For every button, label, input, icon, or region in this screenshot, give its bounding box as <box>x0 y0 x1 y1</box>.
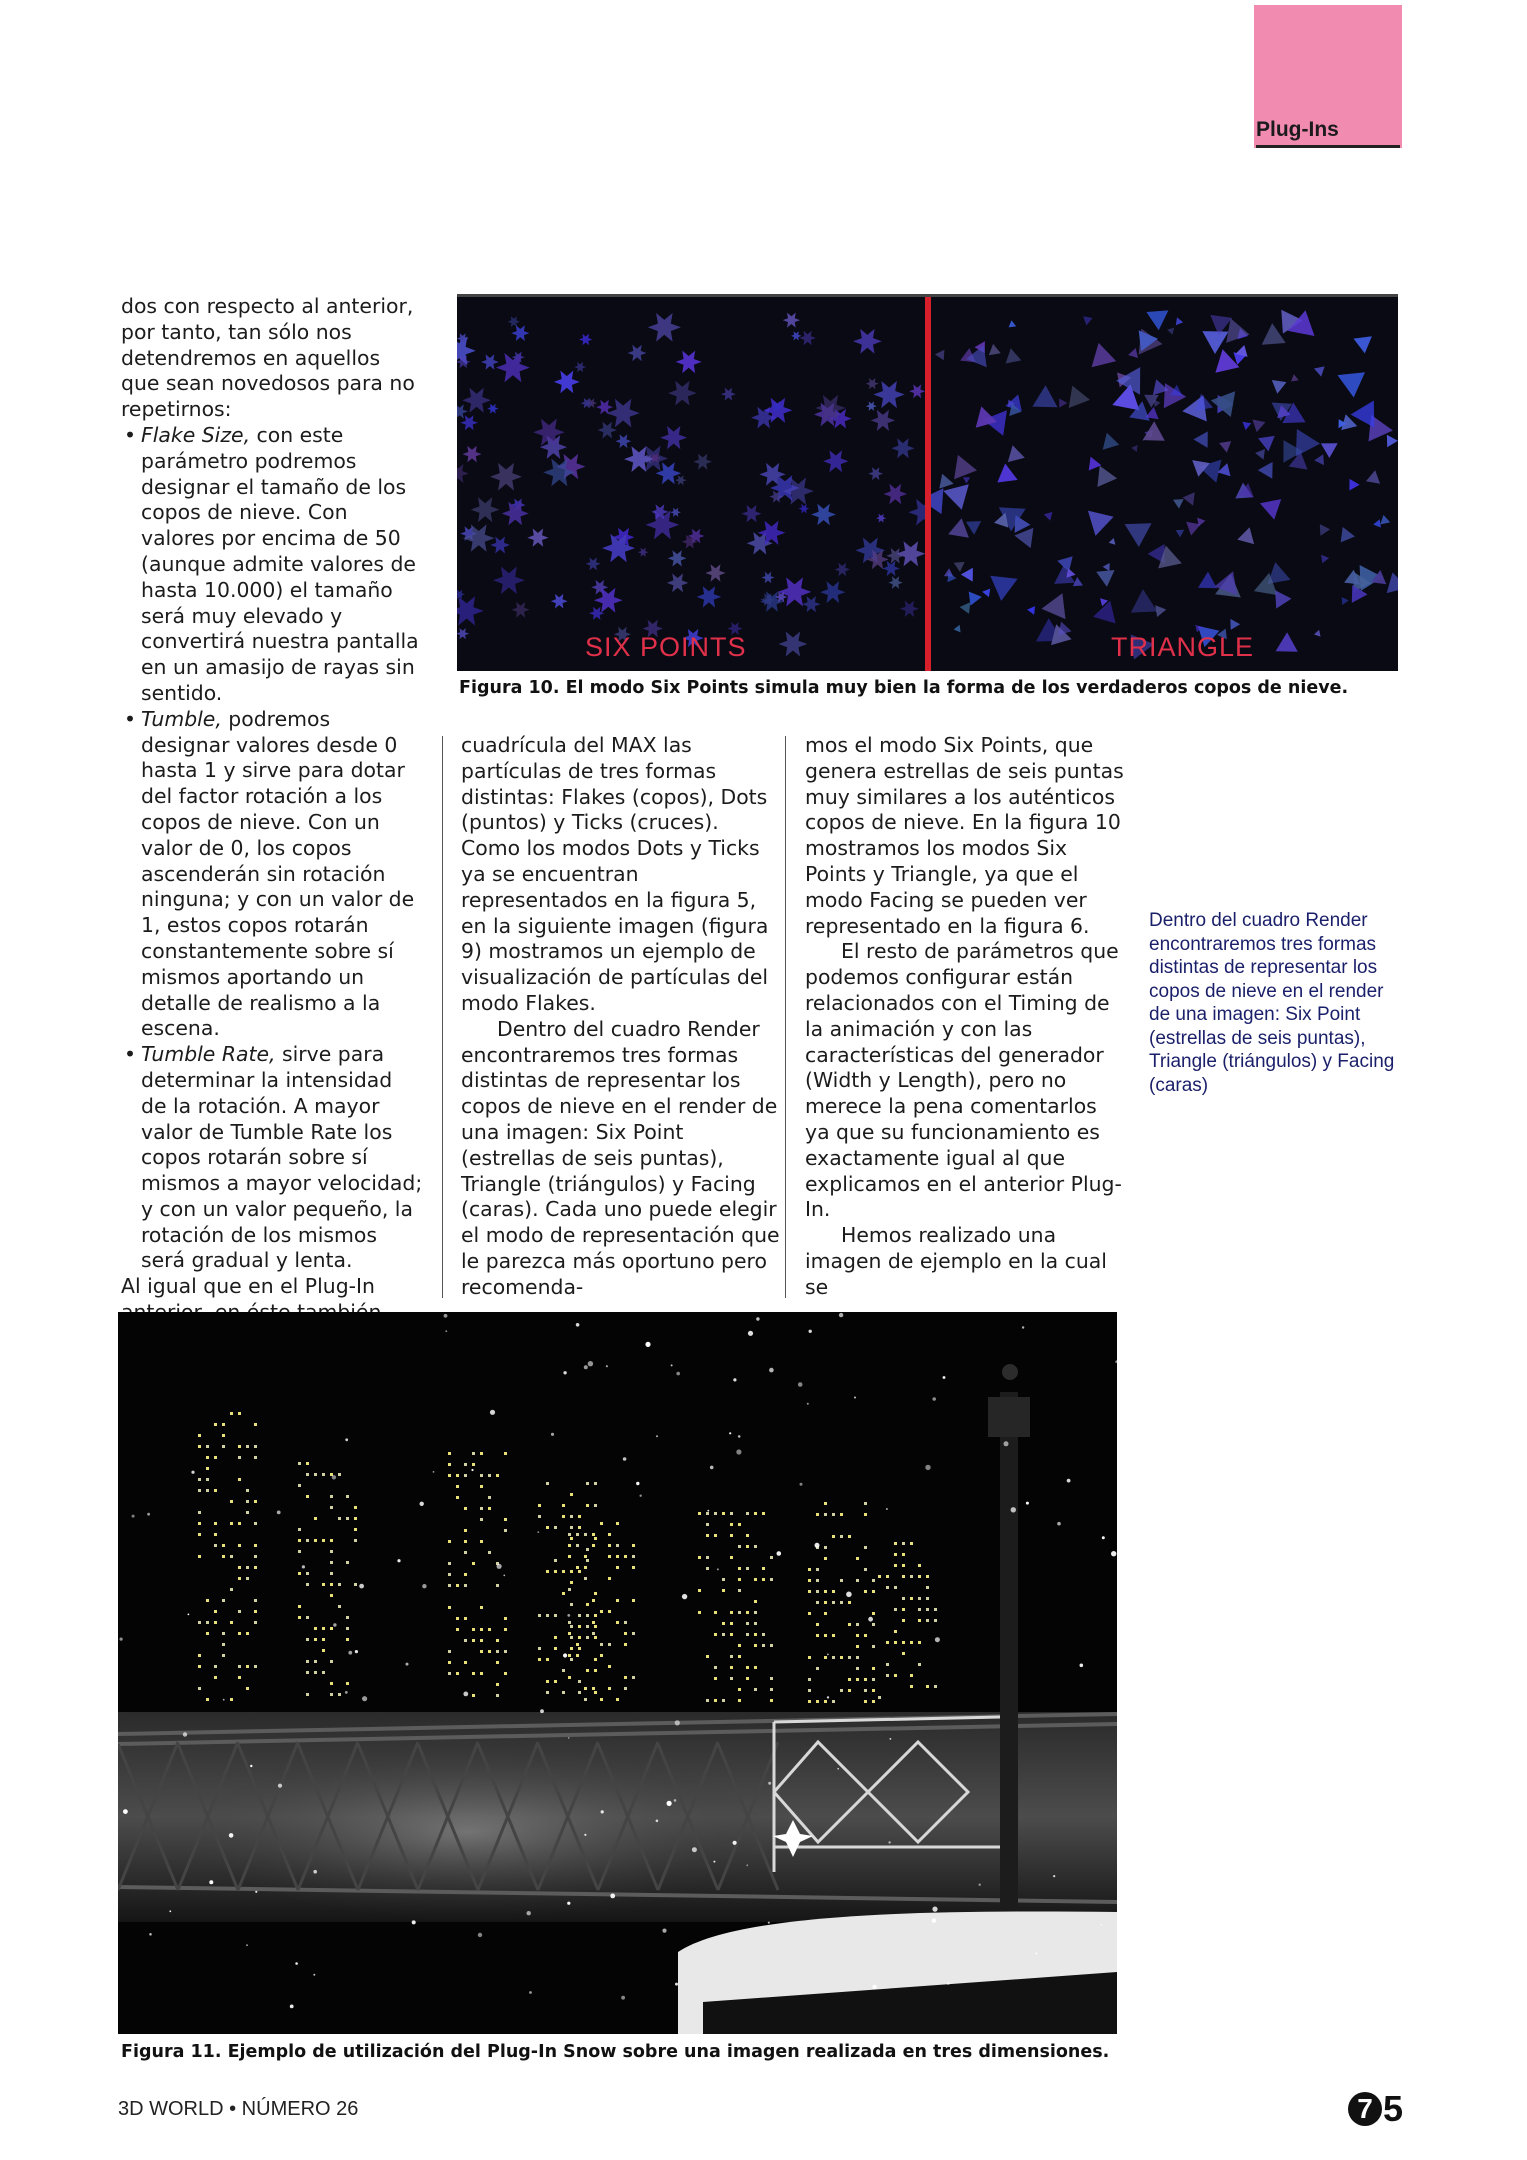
paragraph: El resto de parámetros que podemos configurar están relacionados con el Timing de la animación y con las características del generador (Width y Length), pero no merece la pena comentarlos ya que su funcionamiento es exactamente igual al que explicamos en el anterior Plug-In. <box>805 939 1122 1222</box>
column-rule <box>785 736 786 1298</box>
snow-scene-render <box>118 1312 1117 2034</box>
column-rule <box>442 736 443 1298</box>
right-column <box>805 733 1125 1301</box>
bullet-term: Flake Size, <box>141 422 251 447</box>
bullet-term: Tumble Rate, <box>141 1042 276 1067</box>
triangle-label: TRIANGLE <box>1111 632 1255 662</box>
section-tab <box>1254 5 1402 148</box>
bullet-text: con este parámetro podremos designar el tamaño de los copos de nieve. Con valores por encima de 50 (aunque admite valores de hasta 10.000) el tamaño será muy elevado y convertirá nuestra pantalla en un amasijo de rayas sin sentido. <box>141 422 419 705</box>
six-points-label: SIX POINTS <box>585 632 747 662</box>
bullet-dot-icon: • <box>124 422 137 447</box>
bullet-item <box>121 423 424 707</box>
middle-column <box>461 733 781 1301</box>
bullet-term: Tumble, <box>141 706 222 731</box>
bullet-item <box>121 707 424 1042</box>
paragraph: Dentro del cuadro Render encontraremos tres formas distintas de representar los copos de nieve en el render de una imagen: Six Point (estrellas de seis puntas), Triangle (triángulos) y Facing (caras). Cada uno puede elegir el modo de representación que le parezca más oportuno pero recomenda- <box>461 1016 780 1299</box>
left-column <box>121 294 424 1352</box>
section-label: Plug-Ins <box>1256 115 1400 148</box>
paragraph: Al igual que en el Plug-In <box>121 1274 375 1299</box>
bullet-item <box>121 1042 424 1274</box>
bullet-dot-icon: • <box>124 706 137 731</box>
page-number-digit: 5 <box>1383 2088 1404 2129</box>
paragraph: dos con respecto al anterior, por tanto, tan sólo nos detendremos en aquellos que sean novedosos para no repetirnos: <box>121 294 415 422</box>
bullet-dot-icon: • <box>124 1042 137 1067</box>
bullet-text: podremos designar valores desde 0 hasta 1 y sirve para dotar del factor rotación a los copos de nieve. Con un valor de 0, los copos ascenderán sin rotación ninguna; y con un valor de 1, estos copos rotarán constantemente sobre sí mismos aportando un detalle de realismo a la escena. <box>141 706 415 1041</box>
six-points-render <box>457 297 925 671</box>
six-points-panel <box>457 297 925 671</box>
paragraph: Hemos realizado una imagen de ejemplo en la cual se <box>805 1223 1107 1299</box>
triangle-panel <box>931 297 1398 671</box>
paragraph: cuadrícula del MAX las partículas de tres formas distintas: Flakes (copos), Dots (puntos) y Ticks (cruces). Como los modos Dots y Ticks ya se encuentran representados en la figura 5, en la siguiente imagen (figura 9) mostramos un ejemplo de visualización de partículas del modo Flakes. <box>461 733 769 1015</box>
triangle-render <box>931 297 1398 671</box>
figure-11-image <box>118 1312 1117 2034</box>
paragraph: mos el modo Six Points, que genera estrellas de seis puntas muy similares a los auténticos copos de nieve. En la figura 10 mostramos los modos Six Points y Triangle, ya que el modo Facing se pueden ver representado en la figura 6. <box>805 733 1124 938</box>
figure-10-caption: Figura 10. El modo Six Points simula muy bien la forma de los verdaderos copos de nieve. <box>459 678 1349 698</box>
sidebar-note: Dentro del cuadro Render encontraremos tres formas distintas de representar los copos de nieve en el render de una imagen: Six Point (estrellas de seis puntas), Triangle (triángulos) y Facing (caras) <box>1149 910 1395 1096</box>
publication-footer: 3D WORLD • NÚMERO 26 <box>118 2098 359 2120</box>
figure-11-caption: Figura 11. Ejemplo de utilización del Plug-In Snow sobre una imagen realizada en tres dimensiones. <box>121 2042 1110 2062</box>
figure-10-image <box>457 294 1398 671</box>
page-number-circled-digit: 7 <box>1348 2092 1382 2126</box>
bullet-text: sirve para determinar la intensidad de la rotación. A mayor valor de Tumble Rate los copos rotarán sobre sí mismos a mayor velocidad; y con un valor pequeño, la rotación de los mismos será gradual y lenta. <box>141 1042 423 1273</box>
page-number <box>1348 2088 1403 2130</box>
